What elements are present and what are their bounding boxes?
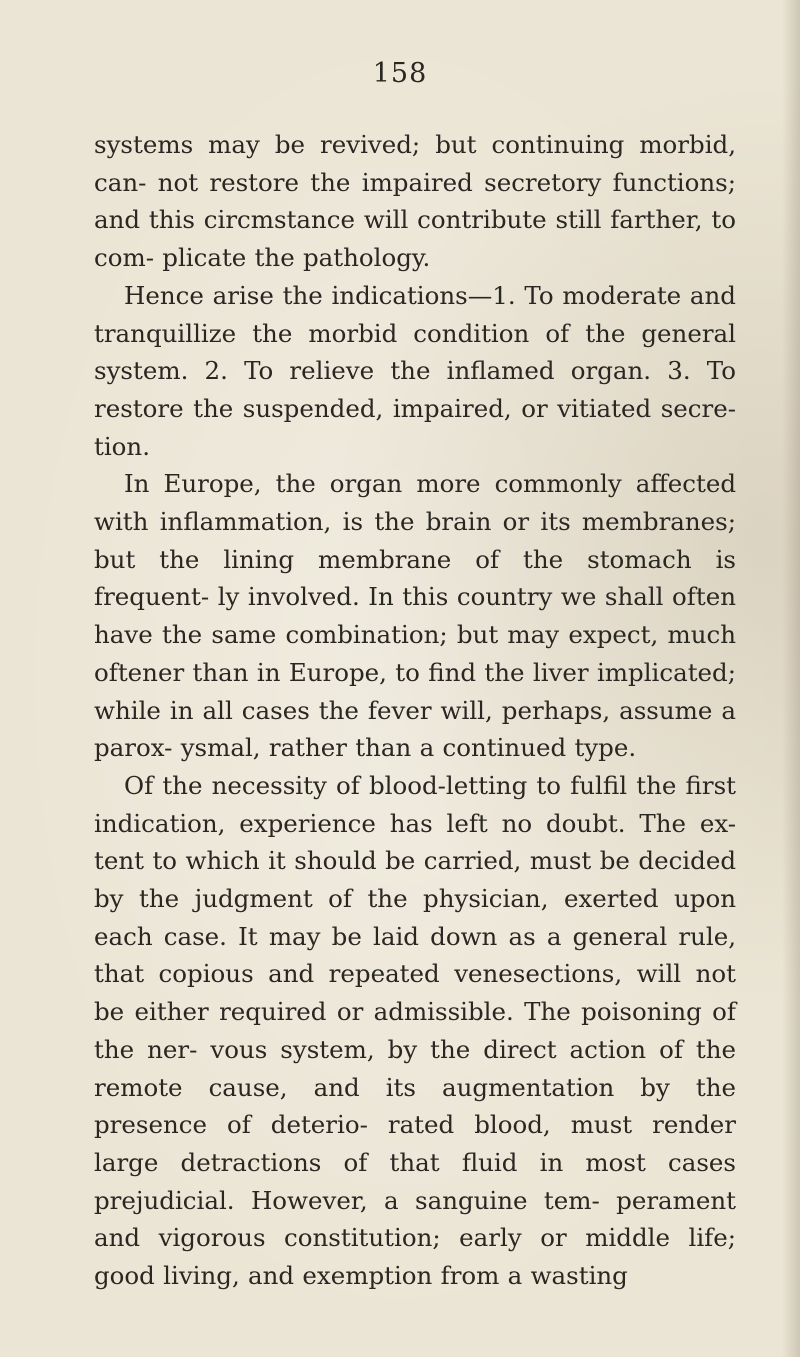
body-text: [94, 126, 736, 1295]
paragraph-1: systems may be revived; but continuing morbid, can- not restore the impaired secretory functions; and this circmstance will contribute still farther, to com- plicate the pathology.: [94, 130, 736, 273]
page-edge-shadow: [782, 0, 800, 1357]
paragraph-3: In Europe, the organ more commonly affected with inflammation, is the brain or its membranes; but the lining membrane of the stomach is frequent- ly involved. In this country we shall often have the same combination; but may expect, much oftener than in Europe, to find the liver implicated; while in all cases the fever will, perhaps, assume a parox- ysmal, rather than a continued type.: [94, 469, 736, 763]
paragraph-2: Hence arise the indications—1. To moderate and tranquillize the morbid condition of the general system. 2. To relieve the inflamed organ. 3. To restore the suspended, impaired, or vitiated secre- tion.: [94, 280, 736, 461]
page-number: 158: [372, 58, 428, 89]
paragraph-4: Of the necessity of blood-letting to fulfil the first indication, experience has left no doubt. The ex- tent to which it should be carried, must be decided by the judgment of the physician, exerted upon each case. It may be laid down as a general rule, that copious and repeated venesections, will not be either required or admissible. The poisoning of the ner- vous system, by the direct action of the remote cause, and its augmentation by the presence of deterio- rated blood, must render large detractions of that fluid in most cases prejudicial. However, a sanguine tem- perament and vigorous constitution; early or middle life; good living, and exemption from a wasting: [94, 770, 736, 1291]
